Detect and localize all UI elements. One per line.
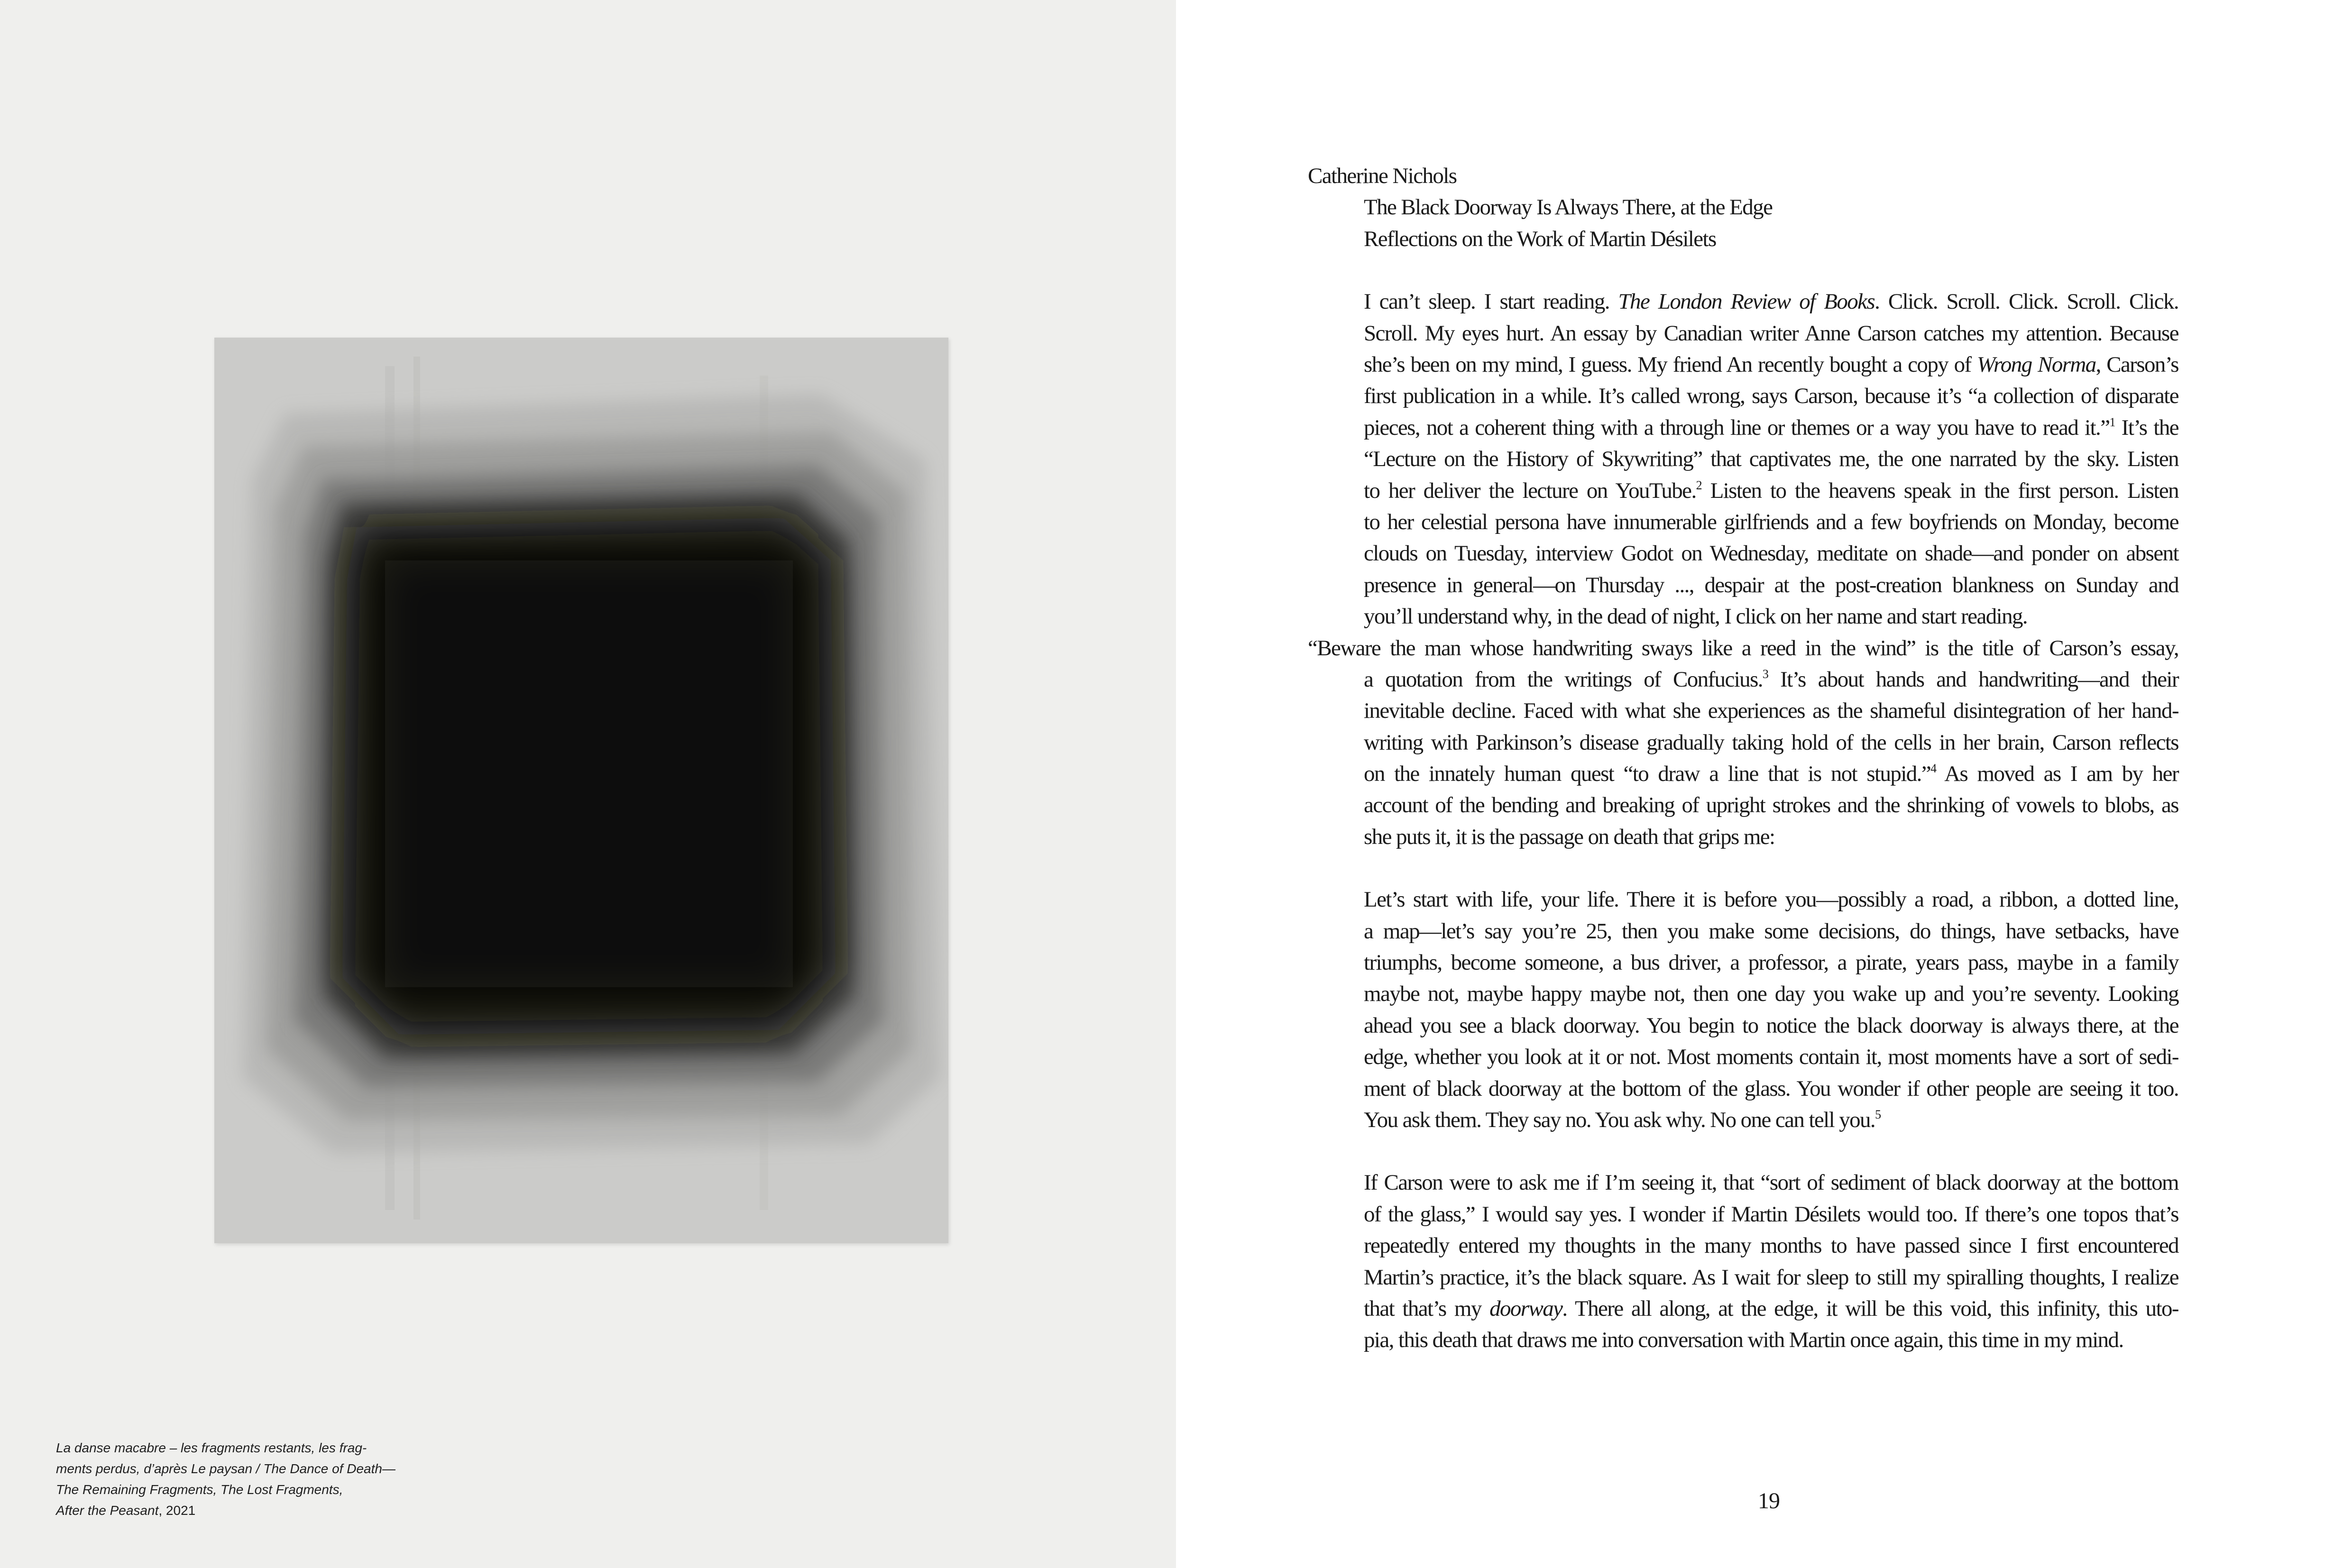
text-line: ment of black doorway at the bottom of the glass. You wonder if other people are seeing it too.	[1364, 1076, 2178, 1101]
text-line: edge, whether you look at it or not. Most moments contain it, most moments have a sort of sedi-	[1364, 1045, 2178, 1070]
article	[1308, 160, 2178, 1356]
footnote-ref-5: 5	[1875, 1107, 1881, 1121]
text-line: presence in general—on Thursday ..., despair at the post-creation blankness on Sunday and	[1364, 572, 2178, 597]
text-line: pieces, not a coherent thing with a through line or themes or a way you have to read it.”$^1$ It’s the	[1364, 415, 2178, 440]
text-line: Martin’s practice, it’s the black square. As I wait for sleep to still my spiralling thoughts, I realize	[1364, 1265, 2178, 1290]
text-line: to her deliver the lecture on YouTube.$^2$ Listen to the heavens speak in the first person. Listen	[1364, 478, 2178, 503]
text-line: a map—let’s say you’re 25, then you make some decisions, do things, have setbacks, have	[1364, 918, 2178, 944]
text-line: triumphs, become someone, a bus driver, a professor, a pirate, years pass, maybe in a family	[1364, 950, 2178, 975]
text-line: Scroll. My eyes hurt. An essay by Canadian writer Anne Carson catches my attention. Because	[1364, 321, 2178, 346]
text-line: she’s been on my mind, I guess. My friend An recently bought a copy of Wrong Norma, Carson’s	[1364, 352, 2178, 377]
block-quote	[1308, 884, 2178, 1136]
text-line: maybe not, maybe happy maybe not, then one day you wake up and you’re seventy. Looking	[1364, 981, 2178, 1007]
text-line: “Lecture on the History of Skywriting” that captivates me, the one narrated by the sky. Listen	[1364, 447, 2178, 472]
article-title: The Black Doorway Is Always There, at the Edge	[1364, 195, 1773, 220]
text-line: a quotation from the writings of Confucius.$^3$ It’s about hands and handwriting—and their	[1364, 667, 2179, 692]
text-line: If Carson were to ask me if I’m seeing it, that “sort of sediment of black doorway at the bottom	[1364, 1170, 2178, 1195]
text-line: I can’t sleep. I start reading. The London Review of Books. Click. Scroll. Click. Scroll. Click.	[1364, 289, 2178, 314]
footnote-ref-2: 2	[1696, 478, 1702, 492]
caption-line-1: La danse macabre – les fragments restants, les frag-	[56, 1440, 367, 1455]
text-line: first publication in a while. It’s called wrong, says Carson, because it’s “a collection of disparate	[1364, 384, 2178, 409]
footnote-ref-1: 1	[2109, 415, 2115, 429]
article-subtitle: Reflections on the Work of Martin Désilets	[1364, 226, 1716, 251]
footnote-ref-3: 3	[1762, 667, 1768, 681]
text-line: to her celestial persona have innumerable girlfriends and a few boyfriends on Monday, become	[1364, 509, 2178, 534]
text-line: that that’s my doorway. There all along, at the edge, it will be this void, this infinity, this uto-	[1364, 1296, 2178, 1321]
paragraph-3	[1308, 1167, 2178, 1356]
text-line: pia, this death that draws me into conversation with Martin once again, this time in my mind.	[1364, 1328, 2123, 1353]
author-name: Catherine Nichols	[1308, 164, 1457, 188]
text-line: inevitable decline. Faced with what she experiences as the shameful disintegration of her hand-	[1364, 698, 2178, 724]
text-line: on the innately human quest “to draw a line that is not stupid.”$^4$ As moved as I am by her	[1364, 761, 2178, 787]
text-line: writing with Parkinson’s disease gradually taking hold of the cells in her brain, Carson reflects	[1364, 730, 2178, 755]
text-line: repeatedly entered my thoughts in the many months to have passed since I first encountered	[1364, 1233, 2178, 1258]
caption-line-3: The Remaining Fragments, The Lost Fragments,	[56, 1482, 343, 1497]
page-number: 19	[1758, 1488, 1780, 1513]
paragraph-2	[1308, 633, 2178, 853]
black-square-painting	[214, 338, 948, 1243]
paragraph-1	[1308, 286, 2178, 632]
text-line: You ask them. They say no. You ask why. No one can tell you.$^5$	[1364, 1107, 1881, 1132]
text-line: account of the bending and breaking of upright strokes and the shrinking of vowels to blobs, as	[1364, 793, 2178, 818]
text-line: “Beware the man whose handwriting sways like a reed in the wind” is the title of Carson’s essay,	[1308, 635, 2178, 660]
caption-line-4: After the Peasant, 2021	[56, 1503, 196, 1518]
text-line: of the glass,” I would say yes. I wonder if Martin Désilets would too. If there’s one topos that’s	[1364, 1201, 2178, 1227]
text-line: you’ll understand why, in the dead of night, I click on her name and start reading.	[1364, 604, 2028, 629]
text-line: clouds on Tuesday, interview Godot on Wednesday, meditate on shade—and ponder on absent	[1364, 541, 2178, 566]
text-line: she puts it, it is the passage on death that grips me:	[1364, 824, 1775, 849]
artwork-caption	[56, 1438, 483, 1521]
caption-line-2: ments perdus, d’après Le paysan / The Dance of Death—	[56, 1461, 395, 1476]
text-line: Let’s start with life, your life. There it is before you—possibly a road, a ribbon, a dotted line,	[1364, 887, 2178, 912]
artwork-image	[214, 338, 948, 1243]
text-line: ahead you see a black doorway. You begin to notice the black doorway is always there, at the	[1364, 1013, 2178, 1038]
footnote-ref-4: 4	[1930, 761, 1936, 776]
